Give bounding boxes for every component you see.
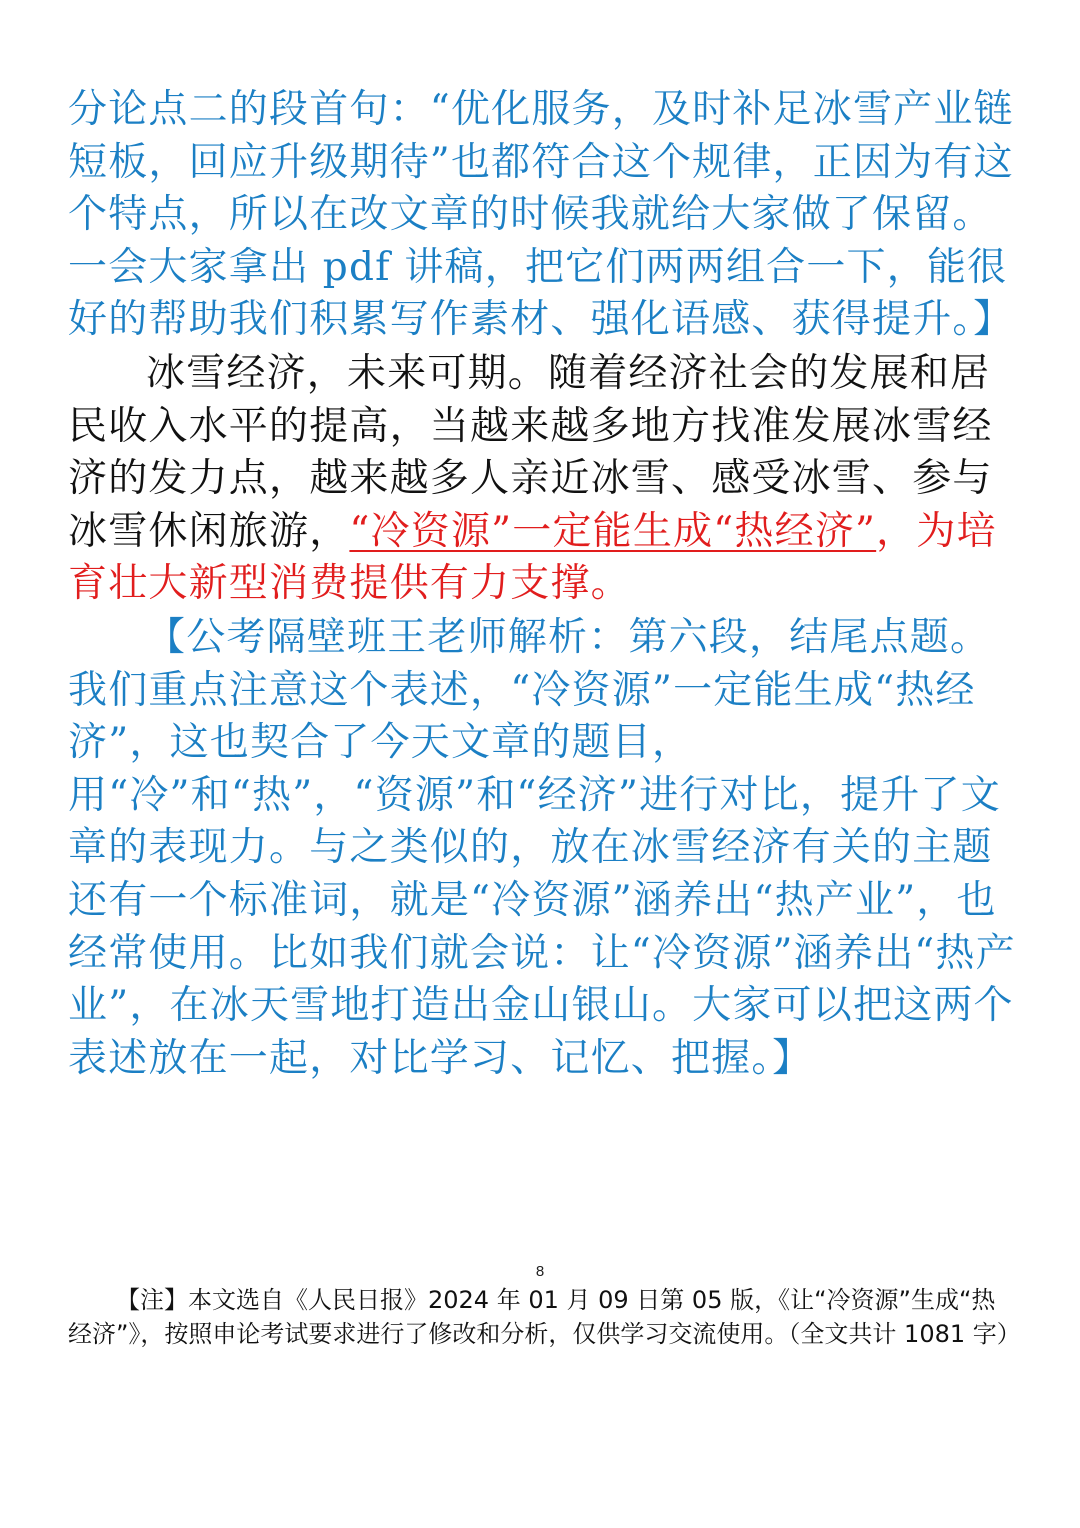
body-paragraph-text: 冰雪经济，未来可期。随着经济社会的发展和居民收入水平的提高，当越来越多地方找准发展冰雪经济的发力点，越来越多人亲近冰雪、感受冰雪、参与冰雪休闲旅游， (68, 351, 993, 554)
body-paragraph (68, 348, 1018, 611)
key-phrase-highlight: “冷资源”一定能生成“热经济” (349, 508, 877, 554)
highlighted-sentence: ，为培育壮大新型消费提供有力支撑。 (68, 508, 997, 607)
page-number: 8 (535, 1263, 545, 1280)
analysis-paragraph: 【公考隔壁班王老师解析：第六段，结尾点题。我们重点注意这个表述，“冷资源”一定能生成“热经济”，这也契合了今天文章的题目，用“冷”和“热”，“资源”和“经济”进行对比，提升了文章的表现力。与之类似的，放在冰雪经济有关的主题还有一个标准词，就是“冷资源”涵养出“热产业”，也经常使用。比如我们就会说：让“冷资源”涵养出“热产业”，在冰天雪地打造出金山银山。大家可以把这两个表述放在一起，对比学习、记忆、把握。】 (68, 615, 1016, 1081)
source-footnote: 【注】本文选自《人民日报》2024 年 01 月 09 日第 05 版，《让“冷资源”生成“热经济”》，按照申论考试要求进行了修改和分析，仅供学习交流使用。（全文共计 1081 字） (68, 1286, 1021, 1348)
analysis-paragraph-continued: 分论点二的段首句：“优化服务，及时补足冰雪产业链短板，回应升级期待”也都符合这个规律，正因为有这个特点，所以在改文章的时候我就给大家做了保留。一会大家拿出 pdf 讲稿，把它们两两组合一下，能很好的帮助我们积累写作素材、强化语感、获得提升。】 (68, 87, 1014, 343)
